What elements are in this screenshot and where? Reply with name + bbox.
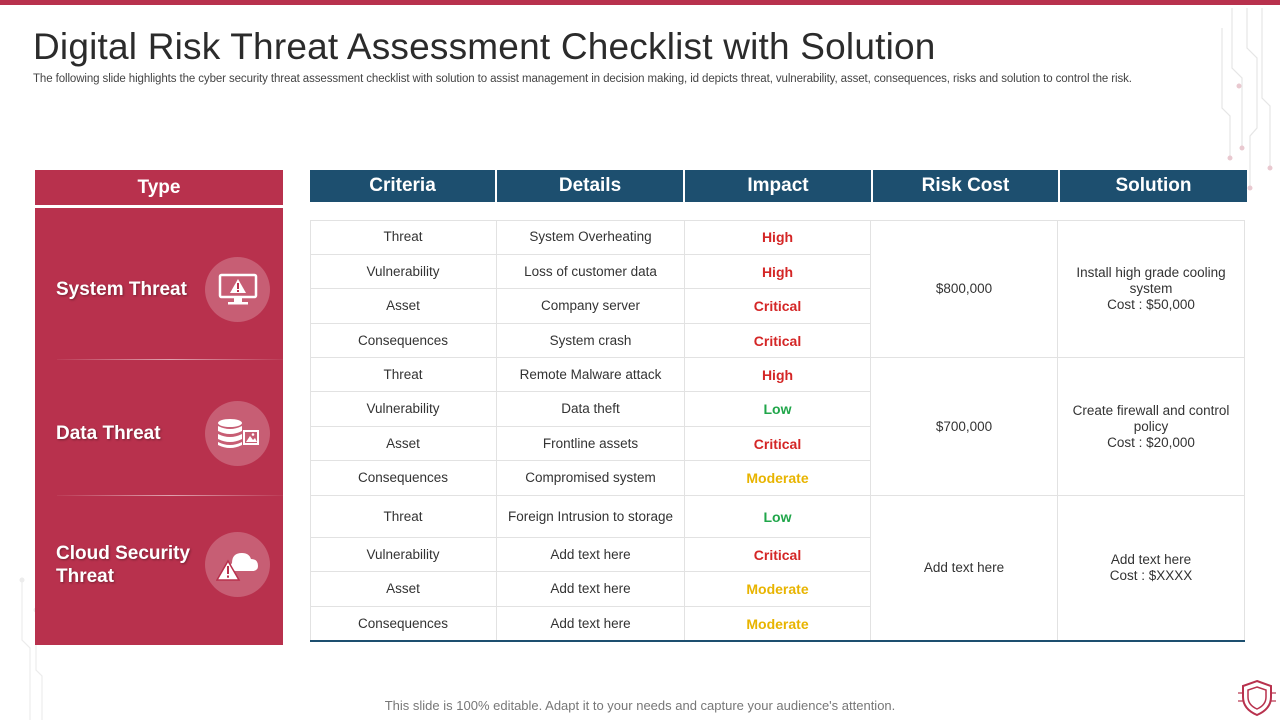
table-cell-criteria: Threat xyxy=(310,358,497,392)
table-cell-criteria: Threat xyxy=(310,496,497,538)
table-cell-solution xyxy=(1058,496,1245,641)
type-column-header: Type xyxy=(35,170,283,205)
column-header-details: Details xyxy=(497,170,685,202)
table-cell-details: Add text here xyxy=(497,607,685,641)
table-cell-criteria: Vulnerability xyxy=(310,255,497,289)
shield-circuit-icon xyxy=(1238,679,1276,717)
table-cell-criteria: Threat xyxy=(310,220,497,255)
solution-line: Add text here xyxy=(1110,552,1192,567)
table-cell-solution xyxy=(1058,358,1245,496)
table-cell-impact: Moderate xyxy=(685,461,871,496)
table-cell-details: Data theft xyxy=(497,392,685,427)
table-cell-details: Compromised system xyxy=(497,461,685,496)
table-cell-criteria: Asset xyxy=(310,427,497,461)
solution-line: Cost : $20,000 xyxy=(1107,434,1195,450)
column-header-criteria: Criteria xyxy=(310,170,497,202)
table-cell-impact: Moderate xyxy=(685,607,871,641)
type-label-cloud-security-threat: Cloud Security Threat xyxy=(56,543,191,587)
table-cell-impact: Critical xyxy=(685,427,871,461)
solution-line: Cost : $XXXX xyxy=(1109,568,1193,583)
table-cell-details: Add text here xyxy=(497,538,685,572)
table-bottom-border xyxy=(310,640,1245,642)
database-image-icon xyxy=(205,401,270,466)
table-cell-details: System crash xyxy=(497,324,685,358)
table-cell-risk-cost: $700,000 xyxy=(871,358,1058,496)
table-cell-impact: Low xyxy=(685,392,871,427)
table-cell-impact: Low xyxy=(685,496,871,538)
table-cell-details: Foreign Intrusion to storage xyxy=(497,496,685,538)
column-header-solution: Solution xyxy=(1060,170,1247,202)
type-divider xyxy=(57,359,283,360)
slide-title: Digital Risk Threat Assessment Checklist with Solution xyxy=(33,26,936,67)
column-header-risk-cost: Risk Cost xyxy=(873,170,1060,202)
type-panel xyxy=(35,208,283,645)
table-cell-impact: Critical xyxy=(685,324,871,358)
table-cell-details: Company server xyxy=(497,289,685,324)
type-label-data-threat: Data Threat xyxy=(56,423,161,444)
solution-line: Install high grade cooling system xyxy=(1076,264,1226,296)
solution-line: Cost : $50,000 xyxy=(1107,296,1195,312)
table-cell-details: Remote Malware attack xyxy=(497,358,685,392)
table-cell-criteria: Vulnerability xyxy=(310,538,497,572)
table-cell-details: System Overheating xyxy=(497,220,685,255)
table-cell-criteria: Asset xyxy=(310,572,497,607)
table-cell-risk-cost: $800,000 xyxy=(871,220,1058,358)
table-cell-impact: Critical xyxy=(685,289,871,324)
table-cell-impact: High xyxy=(685,255,871,289)
table-cell-solution xyxy=(1058,220,1245,358)
footer-note: This slide is 100% editable. Adapt it to your needs and capture your audience's attention. xyxy=(384,698,896,713)
table-cell-details: Add text here xyxy=(497,572,685,607)
monitor-warning-icon xyxy=(205,257,270,322)
slide-subtitle: The following slide highlights the cyber security threat assessment checklist with solution to assist management in decision making, id depicts threat, vulnerability, asset, consequences, risks and solution to control the risk. xyxy=(33,73,1132,85)
cloud-warning-icon xyxy=(205,532,270,597)
table-cell-impact: High xyxy=(685,358,871,392)
table-cell-criteria: Consequences xyxy=(310,607,497,641)
table-cell-impact: Moderate xyxy=(685,572,871,607)
type-label-system-threat: System Threat xyxy=(56,279,187,300)
table-cell-criteria: Vulnerability xyxy=(310,392,497,427)
type-divider xyxy=(57,495,283,496)
table-cell-risk-cost: Add text here xyxy=(871,496,1058,641)
table-cell-impact: Critical xyxy=(685,538,871,572)
solution-line: Create firewall and control policy xyxy=(1072,402,1230,434)
table-cell-criteria: Consequences xyxy=(310,461,497,496)
table-cell-details: Loss of customer data xyxy=(497,255,685,289)
table-header-row xyxy=(310,170,1247,202)
top-accent-bar xyxy=(0,0,1280,5)
table-cell-criteria: Consequences xyxy=(310,324,497,358)
table-cell-criteria: Asset xyxy=(310,289,497,324)
table-cell-details: Frontline assets xyxy=(497,427,685,461)
table-cell-impact: High xyxy=(685,220,871,255)
column-header-impact: Impact xyxy=(685,170,873,202)
